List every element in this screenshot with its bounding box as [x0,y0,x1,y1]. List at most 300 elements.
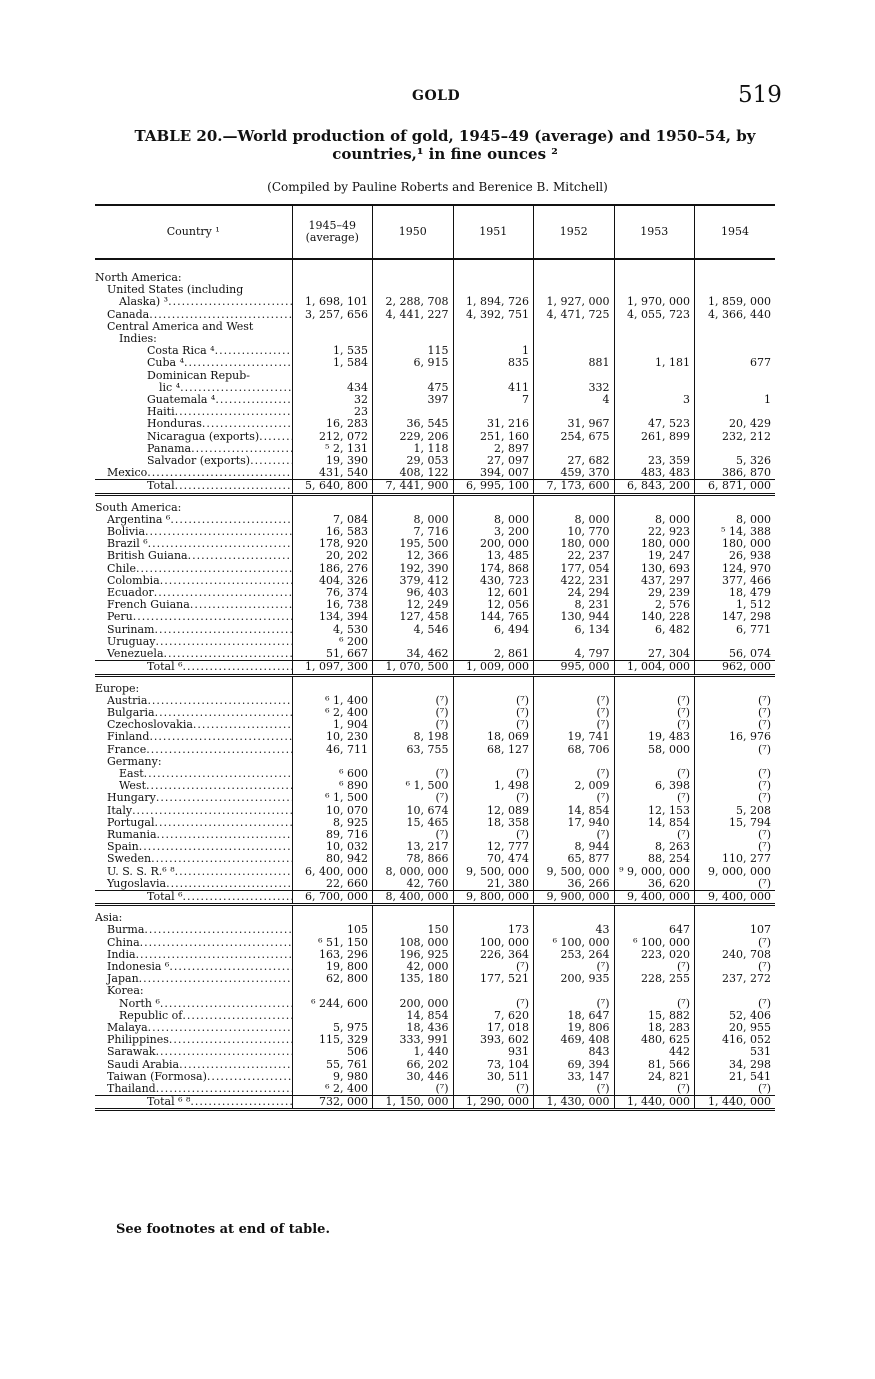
table-row [95,985,775,997]
row-label-cell [95,648,292,661]
value-cell [695,985,776,997]
row-label: lic ⁴ ..... [159,382,292,394]
value-cell: 1, 440 [373,1046,454,1058]
value-cell: 6, 871, 000 [695,480,776,494]
row-label: Europe: [95,682,140,695]
row-label: Indonesia ⁶ ..... [107,961,292,973]
row-label-cell [95,467,292,480]
table-row [95,731,775,743]
row-label-cell [95,1071,292,1083]
table-row [95,973,775,985]
value-cell: 1, 118 [373,443,454,455]
row-label-cell [95,587,292,599]
value-cell: 422, 231 [534,575,615,587]
row-label: Mexico ..... [107,467,292,479]
table-row [95,394,775,406]
row-label: Czechoslovakia ..... [107,719,292,731]
value-cell: ⁶ 200 [292,636,373,648]
value-cell: (⁷) [373,707,454,719]
value-cell: 1, 181 [614,357,695,369]
value-cell: 18, 283 [614,1022,695,1034]
value-cell: ⁶ 100, 000 [534,937,615,949]
value-cell: ⁶ 1, 500 [292,792,373,804]
row-label: British Guiana ..... [107,550,292,562]
value-cell: 96, 403 [373,587,454,599]
row-label-cell [95,599,292,611]
row-label-cell [95,370,292,382]
value-cell: 5, 975 [292,1022,373,1034]
row-label-cell [95,683,292,695]
value-cell: (⁷) [695,961,776,973]
table-row [95,866,775,878]
value-cell: 7, 173, 600 [534,480,615,494]
value-cell: 107 [695,924,776,936]
value-cell: 1, 070, 500 [373,661,454,675]
value-cell: 12, 777 [453,841,534,853]
value-cell: 24, 821 [614,1071,695,1083]
row-label: Argentina ⁶ ..... [107,514,292,526]
row-label: Honduras ..... [147,418,292,430]
row-label: Italy ..... [107,805,292,817]
row-label: France ..... [107,744,292,756]
value-cell: 186, 276 [292,563,373,575]
value-cell: 7, 084 [292,514,373,526]
value-cell: ⁶ 2, 400 [292,707,373,719]
row-label: India ..... [107,949,292,961]
value-cell: 180, 000 [614,538,695,550]
row-label-cell [95,719,292,731]
row-label: Austria ..... [107,695,292,707]
value-cell: 377, 466 [695,575,776,587]
value-cell: 177, 521 [453,973,534,985]
value-cell: 36, 620 [614,878,695,891]
row-label-cell [95,1059,292,1071]
value-cell: 68, 706 [534,744,615,756]
table-row [95,924,775,936]
row-label: Total ⁶ ⁸ ..... [147,1096,292,1109]
value-cell: 1, 498 [453,780,534,792]
value-cell: (⁷) [373,768,454,780]
value-cell: 14, 854 [373,1010,454,1022]
value-cell [373,321,454,333]
value-cell: 22, 923 [614,526,695,538]
value-cell: 4, 530 [292,624,373,636]
value-cell [534,321,615,333]
value-cell: 21, 541 [695,1071,776,1083]
value-cell: 4, 546 [373,624,454,636]
header-row [95,205,775,259]
value-cell [292,272,373,284]
column-header-year: 1951 [453,205,534,259]
value-cell [614,321,695,333]
value-cell: 178, 920 [292,538,373,550]
value-cell: 9, 500, 000 [534,866,615,878]
row-label-cell [95,878,292,891]
value-cell: 19, 800 [292,961,373,973]
row-label-cell [95,866,292,878]
value-cell [534,272,615,284]
table-row [95,1071,775,1083]
value-cell: 12, 249 [373,599,454,611]
value-cell: 36, 266 [534,878,615,891]
value-cell: (⁷) [695,707,776,719]
row-label: Alaska) ³ ..... [119,296,292,308]
table-row [95,418,775,430]
value-cell: 100, 000 [453,937,534,949]
value-cell: 81, 566 [614,1059,695,1071]
row-label-cell [95,817,292,829]
row-label: Asia: [95,912,123,925]
value-cell: 8, 400, 000 [373,890,454,904]
table-row [95,756,775,768]
row-label-cell [95,443,292,455]
row-label: Sweden ..... [107,853,292,865]
value-cell: 1, 004, 000 [614,661,695,675]
row-label-cell [95,731,292,743]
row-label-cell [95,480,292,494]
row-label: Total ⁶ ..... [147,890,292,903]
value-cell: 27, 097 [453,455,534,467]
compiled-by-note: (Compiled by Pauline Roberts and Berenice B. Mitchell) [267,180,608,194]
value-cell: 3 [614,394,695,406]
value-cell: 27, 682 [534,455,615,467]
value-cell: (⁷) [614,792,695,804]
row-label: Taiwan (Formosa) ..... [107,1071,292,1083]
value-cell: 4, 366, 440 [695,309,776,321]
value-cell: (⁷) [695,878,776,891]
value-cell: (⁷) [453,707,534,719]
value-cell: 442 [614,1046,695,1058]
value-cell: 42, 760 [373,878,454,891]
value-cell [373,370,454,382]
row-label-cell [95,455,292,467]
value-cell: 29, 053 [373,455,454,467]
row-label-cell [95,514,292,526]
value-cell: 2, 576 [614,599,695,611]
value-cell: 69, 394 [534,1059,615,1071]
table-row [95,695,775,707]
value-cell: 34, 298 [695,1059,776,1071]
value-cell: 8, 263 [614,841,695,853]
value-cell: 42, 000 [373,961,454,973]
row-label-cell [95,624,292,636]
row-label-cell [95,382,292,394]
value-cell [614,985,695,997]
value-cell [453,985,534,997]
value-cell: 223, 020 [614,949,695,961]
row-label-cell [95,805,292,817]
value-cell: 6, 398 [614,780,695,792]
value-cell: ⁶ 244, 600 [292,998,373,1010]
row-label: Korea: [107,985,144,998]
value-cell: 19, 483 [614,731,695,743]
row-label: Japan ..... [107,973,292,985]
value-cell: 647 [614,924,695,936]
value-cell: 4, 797 [534,648,615,661]
value-cell: 430, 723 [453,575,534,587]
value-cell: 253, 264 [534,949,615,961]
value-cell: 12, 366 [373,550,454,562]
value-cell: 1, 698, 101 [292,296,373,308]
value-cell: 32 [292,394,373,406]
value-cell: 677 [695,357,776,369]
table-row [95,1083,775,1096]
row-label-cell [95,661,292,675]
row-label: Salvador (exports) ..... [147,455,292,467]
value-cell: 843 [534,1046,615,1058]
value-cell: ⁶ 100, 000 [614,937,695,949]
row-label-cell [95,321,292,333]
value-cell: 14, 854 [614,817,695,829]
table-row [95,1046,775,1058]
value-cell [373,985,454,997]
row-label-cell [95,406,292,418]
row-label-cell [95,1096,292,1110]
value-cell: 21, 380 [453,878,534,891]
value-cell [534,985,615,997]
value-cell: 27, 304 [614,648,695,661]
value-cell: 332 [534,382,615,394]
value-cell: (⁷) [534,707,615,719]
value-cell: 78, 866 [373,853,454,865]
value-cell: 237, 272 [695,973,776,985]
value-cell: 3, 200 [453,526,534,538]
value-cell: 70, 474 [453,853,534,865]
value-cell: (⁷) [695,841,776,853]
row-label-cell [95,890,292,904]
table-row [95,1059,775,1071]
value-cell: 6, 482 [614,624,695,636]
value-cell: 6, 700, 000 [292,890,373,904]
value-cell: 22, 660 [292,878,373,891]
value-cell: 135, 180 [373,973,454,985]
value-cell: (⁷) [695,829,776,841]
value-cell: 732, 000 [292,1096,373,1110]
row-label-cell [95,792,292,804]
value-cell [695,321,776,333]
value-cell: 8, 198 [373,731,454,743]
value-cell: 12, 089 [453,805,534,817]
gold-production-table-container [95,204,775,1208]
row-label-cell [95,961,292,973]
value-cell: 6, 915 [373,357,454,369]
row-label: Total ⁶ ..... [147,661,292,674]
row-label: Surinam ..... [107,624,292,636]
value-cell: 397 [373,394,454,406]
value-cell: (⁷) [534,1083,615,1096]
value-cell: 232, 212 [695,431,776,443]
value-cell: 8, 000 [534,514,615,526]
row-label: Guatemala ⁴ ..... [147,394,292,406]
value-cell: (⁷) [373,829,454,841]
row-label: Cuba ⁴ ..... [147,357,292,369]
table-row [95,998,775,1010]
total-row [95,890,775,904]
value-cell: 192, 390 [373,563,454,575]
value-cell: (⁷) [614,707,695,719]
row-label-cell [95,431,292,443]
value-cell: (⁷) [695,937,776,949]
value-cell: (⁷) [453,695,534,707]
value-cell: (⁷) [695,768,776,780]
value-cell: 89, 716 [292,829,373,841]
value-cell: 6, 771 [695,624,776,636]
value-cell: 531 [695,1046,776,1058]
row-label: Finland ..... [107,731,292,743]
total-row [95,1096,775,1110]
row-label-cell [95,526,292,538]
row-label: Costa Rica ⁴ ..... [147,345,292,357]
value-cell: ⁶ 890 [292,780,373,792]
value-cell: 15, 465 [373,817,454,829]
row-spacer [95,259,775,272]
value-cell: 8, 000 [614,514,695,526]
value-cell: 379, 412 [373,575,454,587]
value-cell: 469, 408 [534,1034,615,1046]
value-cell: 108, 000 [373,937,454,949]
value-cell [534,683,615,695]
value-cell: 9, 400, 000 [695,890,776,904]
row-label-cell [95,1034,292,1046]
table-header [95,205,775,259]
value-cell: 1, 512 [695,599,776,611]
value-cell: 1, 859, 000 [695,296,776,308]
row-label: South America: [95,501,182,514]
value-cell: 150 [373,924,454,936]
value-cell: 7, 620 [453,1010,534,1022]
value-cell: (⁷) [534,719,615,731]
row-label: Ecuador ..... [107,587,292,599]
row-label: Germany: [107,755,162,768]
value-cell: (⁷) [453,961,534,973]
table-title: TABLE 20.—World production of gold, 1945–49 (average) and 1950–54, by countries,¹ in fine ounces ² [134,127,756,163]
table-row [95,792,775,804]
value-cell: (⁷) [373,695,454,707]
row-label-cell [95,538,292,550]
value-cell: 20, 429 [695,418,776,430]
row-label: West ..... [119,780,292,792]
value-cell: (⁷) [614,961,695,973]
value-cell: 9, 500, 000 [453,866,534,878]
row-label-cell [95,309,292,321]
value-cell: (⁷) [695,998,776,1010]
value-cell: 30, 511 [453,1071,534,1083]
row-label-cell [95,853,292,865]
value-cell: (⁷) [695,792,776,804]
value-cell: 212, 072 [292,431,373,443]
value-cell: (⁷) [695,1083,776,1096]
value-cell: 88, 254 [614,853,695,865]
value-cell: 386, 870 [695,467,776,480]
value-cell: 18, 358 [453,817,534,829]
value-cell: 408, 122 [373,467,454,480]
value-cell: 62, 800 [292,973,373,985]
value-cell [695,382,776,394]
value-cell: 1, 584 [292,357,373,369]
column-header-country: Country ¹ [95,205,292,259]
value-cell: 66, 202 [373,1059,454,1071]
value-cell: 475 [373,382,454,394]
value-cell: 8, 231 [534,599,615,611]
value-cell: 6, 400, 000 [292,866,373,878]
value-cell: 1, 440, 000 [695,1096,776,1110]
value-cell: 22, 237 [534,550,615,562]
value-cell: 20, 202 [292,550,373,562]
value-cell [453,272,534,284]
value-cell: 480, 625 [614,1034,695,1046]
value-cell: 1 [695,394,776,406]
value-cell: 63, 755 [373,744,454,756]
table-row [95,937,775,949]
value-cell: (⁷) [695,695,776,707]
table-row [95,853,775,865]
value-cell: 416, 052 [695,1034,776,1046]
column-header-year: 1953 [614,205,695,259]
value-cell: 163, 296 [292,949,373,961]
value-cell: 8, 000, 000 [373,866,454,878]
row-label: North ⁶ ..... [119,998,292,1010]
row-label: Republic of ..... [119,1010,292,1022]
value-cell: 6, 494 [453,624,534,636]
value-cell: (⁷) [373,1083,454,1096]
value-cell: 4, 471, 725 [534,309,615,321]
value-cell: 5, 640, 800 [292,480,373,494]
value-cell: (⁷) [453,1083,534,1096]
row-label: Panama ..... [147,443,292,455]
row-label-cell [95,949,292,961]
value-cell: 34, 462 [373,648,454,661]
row-label-cell [95,636,292,648]
value-cell: 4, 055, 723 [614,309,695,321]
row-label: Central America and West [107,320,254,333]
value-cell: 46, 711 [292,744,373,756]
row-label: North America: [95,272,182,284]
value-cell: 127, 458 [373,611,454,623]
value-cell: 23 [292,406,373,418]
value-cell: 20, 955 [695,1022,776,1034]
row-label: French Guiana ..... [107,599,292,611]
value-cell: 2, 288, 708 [373,296,454,308]
column-header-year: 1952 [534,205,615,259]
value-cell: 68, 127 [453,744,534,756]
value-cell: 23, 359 [614,455,695,467]
value-cell: 835 [453,357,534,369]
value-cell: 6, 995, 100 [453,480,534,494]
value-cell: 1, 430, 000 [534,1096,615,1110]
value-cell: 16, 738 [292,599,373,611]
value-cell: (⁷) [614,1083,695,1096]
value-cell: ⁶ 600 [292,768,373,780]
table-row [95,805,775,817]
value-cell: 1, 894, 726 [453,296,534,308]
value-cell: 18, 069 [453,731,534,743]
table-row [95,878,775,891]
value-cell [695,272,776,284]
row-label: United States (including [107,284,244,297]
value-cell: 228, 255 [614,973,695,985]
row-label: Colombia ..... [107,575,292,587]
table-row [95,370,775,382]
row-label: East ..... [119,768,292,780]
column-header-year: 1945–49 (average) [292,205,373,259]
row-label-cell [95,985,292,997]
value-cell: 13, 485 [453,550,534,562]
value-cell: 110, 277 [695,853,776,865]
value-cell: 483, 483 [614,467,695,480]
value-cell: 10, 230 [292,731,373,743]
row-label-cell [95,841,292,853]
value-cell: 16, 283 [292,418,373,430]
